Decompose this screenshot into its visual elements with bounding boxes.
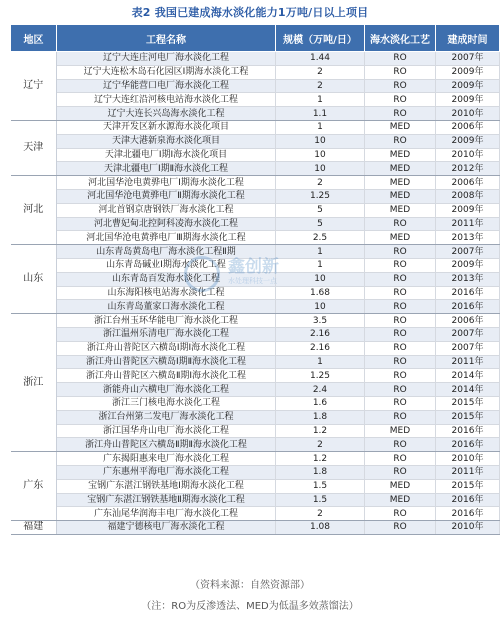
table-row (11, 217, 500, 231)
year-cell: 2016年 (436, 507, 500, 521)
table-row (11, 79, 500, 93)
table-caption: 表2 我国已建成海水淡化能力1万吨/日以上项目 (131, 6, 369, 19)
year-cell: 2009年 (436, 203, 500, 217)
year-cell: 2016年 (436, 286, 500, 300)
year-cell: 2013年 (436, 231, 500, 245)
process-cell: RO (365, 217, 436, 231)
table-row (11, 465, 500, 479)
capacity-cell: 2 (276, 438, 365, 452)
header-project-name: 工程名称 (57, 25, 276, 52)
process-cell: RO (365, 245, 436, 259)
year-cell: 2016年 (436, 424, 500, 438)
region-cell: 河北 (11, 176, 57, 245)
process-cell: MED (365, 162, 436, 176)
year-cell: 2015年 (436, 410, 500, 424)
project-name-cell: 河北首钢京唐钢铁厂海水淡化工程 (57, 203, 276, 217)
table-row (11, 120, 500, 134)
year-cell: 2010年 (436, 521, 500, 535)
header-completion-year: 建成时间 (436, 25, 500, 52)
process-cell: MED (365, 231, 436, 245)
year-cell: 2009年 (436, 79, 500, 93)
project-name-cell: 广东揭阳惠来电厂海水淡化工程 (57, 452, 276, 466)
year-cell: 2011年 (436, 465, 500, 479)
capacity-cell: 10 (276, 272, 365, 286)
project-name-cell: 宝钢广东湛江钢铁基地Ⅰ期海水淡化工程 (57, 479, 276, 493)
project-name-cell: 浙江舟山普陀区六横岛Ⅱ期Ⅱ海水淡化工程 (57, 438, 276, 452)
table-row (11, 341, 500, 355)
table-row (11, 493, 500, 507)
project-name-cell: 河北国华沧电黄骅电厂Ⅰ期海水淡化工程 (57, 176, 276, 190)
project-name-cell: 河北曹妃甸北控阿科凌海水淡化工程 (57, 217, 276, 231)
project-name-cell: 山东青岛黄岛电厂海水淡化工程Ⅱ期 (57, 245, 276, 259)
process-cell: MED (365, 424, 436, 438)
watermark-text: 鑫创新 (228, 257, 279, 277)
project-name-cell: 浙江舟山普陀区六横岛Ⅱ期Ⅰ海水淡化工程 (57, 369, 276, 383)
table-row (11, 410, 500, 424)
process-cell: RO (365, 410, 436, 424)
process-cell: RO (365, 314, 436, 328)
capacity-cell: 1.5 (276, 479, 365, 493)
capacity-cell: 5 (276, 203, 365, 217)
capacity-cell: 1.25 (276, 189, 365, 203)
project-name-cell: 辽宁华能营口电厂海水淡化工程 (57, 79, 276, 93)
table-row (11, 300, 500, 314)
capacity-cell: 1 (276, 120, 365, 134)
year-cell: 2016年 (436, 438, 500, 452)
table-row (11, 327, 500, 341)
table-row (11, 93, 500, 107)
process-cell: RO (365, 107, 436, 121)
project-name-cell: 山东青岛百发海水淡化工程 (57, 272, 276, 286)
process-cell: MED (365, 189, 436, 203)
project-name-cell: 天津北疆电厂Ⅰ期Ⅰ海水淡化项目 (57, 148, 276, 162)
process-cell: RO (365, 258, 436, 272)
process-cell: RO (365, 507, 436, 521)
capacity-cell: 1.2 (276, 424, 365, 438)
capacity-cell: 1 (276, 355, 365, 369)
process-cell: RO (365, 286, 436, 300)
year-cell: 2006年 (436, 120, 500, 134)
year-cell: 2011年 (436, 355, 500, 369)
project-name-cell: 山东青岛碱业Ⅰ期海水淡化工程 (57, 258, 276, 272)
process-cell: RO (365, 465, 436, 479)
process-cell: RO (365, 452, 436, 466)
capacity-cell: 1.08 (276, 521, 365, 535)
table-row (11, 231, 500, 245)
table-row (11, 52, 500, 66)
header-region: 地区 (11, 25, 57, 52)
process-cell: RO (365, 341, 436, 355)
process-cell: RO (365, 52, 436, 66)
process-cell: RO (365, 327, 436, 341)
process-cell: RO (365, 383, 436, 397)
table-row (11, 314, 500, 328)
table-row (11, 272, 500, 286)
capacity-cell: 1 (276, 93, 365, 107)
table-row (11, 245, 500, 259)
table-row (11, 521, 500, 535)
table-row (11, 438, 500, 452)
table-row (11, 65, 500, 79)
project-name-cell: 浙江国华舟山电厂海水淡化工程 (57, 424, 276, 438)
capacity-cell: 2.16 (276, 341, 365, 355)
capacity-cell: 2.16 (276, 327, 365, 341)
process-cell: RO (365, 300, 436, 314)
capacity-cell: 1 (276, 258, 365, 272)
year-cell: 2007年 (436, 245, 500, 259)
project-name-cell: 河北国华沧电黄骅电厂Ⅲ期海水淡化工程 (57, 231, 276, 245)
capacity-cell: 10 (276, 134, 365, 148)
year-cell: 2006年 (436, 314, 500, 328)
process-cell: RO (365, 65, 436, 79)
project-name-cell: 福建宁德核电厂海水淡化工程 (57, 521, 276, 535)
table-row (11, 258, 500, 272)
year-cell: 2014年 (436, 383, 500, 397)
year-cell: 2016年 (436, 493, 500, 507)
process-cell: MED (365, 148, 436, 162)
header-process: 海水淡化工艺 (365, 25, 436, 52)
capacity-cell: 3.5 (276, 314, 365, 328)
table-row (11, 452, 500, 466)
process-cell: MED (365, 203, 436, 217)
process-cell: MED (365, 120, 436, 134)
capacity-cell: 2 (276, 176, 365, 190)
capacity-cell: 10 (276, 162, 365, 176)
header-capacity: 规模（万吨/日） (276, 25, 365, 52)
project-name-cell: 辽宁大连红沿河核电站海水淡化工程 (57, 93, 276, 107)
year-cell: 2009年 (436, 65, 500, 79)
table-row (11, 286, 500, 300)
table-row (11, 134, 500, 148)
year-cell: 2009年 (436, 258, 500, 272)
process-cell: RO (365, 272, 436, 286)
year-cell: 2011年 (436, 217, 500, 231)
year-cell: 2012年 (436, 162, 500, 176)
table-row (11, 203, 500, 217)
year-cell: 2014年 (436, 369, 500, 383)
capacity-cell: 1.6 (276, 396, 365, 410)
project-name-cell: 天津开发区新水源海水淡化项目 (57, 120, 276, 134)
year-cell: 2007年 (436, 341, 500, 355)
project-name-cell: 浙江舟山普陀区六横岛Ⅰ期Ⅰ海水淡化工程 (57, 341, 276, 355)
process-cell: MED (365, 479, 436, 493)
project-name-cell: 浙江三门核电海水淡化工程 (57, 396, 276, 410)
year-cell: 2013年 (436, 272, 500, 286)
capacity-cell: 2.4 (276, 383, 365, 397)
region-cell: 天津 (11, 120, 57, 175)
table-row (11, 424, 500, 438)
table-header-row (11, 25, 500, 52)
region-cell: 山东 (11, 245, 57, 314)
capacity-cell: 10 (276, 300, 365, 314)
process-cell: MED (365, 493, 436, 507)
capacity-cell: 1.1 (276, 107, 365, 121)
region-cell: 广东 (11, 452, 57, 521)
year-cell: 2016年 (436, 300, 500, 314)
year-cell: 2009年 (436, 93, 500, 107)
process-cell: RO (365, 369, 436, 383)
year-cell: 2009年 (436, 134, 500, 148)
capacity-cell: 1.5 (276, 493, 365, 507)
table-row (11, 148, 500, 162)
project-name-cell: 河北国华沧电黄骅电厂Ⅱ期海水淡化工程 (57, 189, 276, 203)
year-cell: 2015年 (436, 396, 500, 410)
year-cell: 2010年 (436, 452, 500, 466)
process-cell: RO (365, 93, 436, 107)
capacity-cell: 2 (276, 65, 365, 79)
year-cell: 2006年 (436, 176, 500, 190)
region-cell: 辽宁 (11, 52, 57, 121)
region-cell: 福建 (11, 521, 57, 535)
project-name-cell: 浙江温州乐清电厂海水淡化工程 (57, 327, 276, 341)
table-row (11, 396, 500, 410)
table-row (11, 176, 500, 190)
table-row (11, 189, 500, 203)
project-name-cell: 辽宁大连长兴岛海水淡化工程 (57, 107, 276, 121)
project-name-cell: 广东汕尾华润海丰电厂海水淡化工程 (57, 507, 276, 521)
table-row (11, 383, 500, 397)
process-cell: RO (365, 134, 436, 148)
table-row (11, 355, 500, 369)
table-row (11, 507, 500, 521)
project-name-cell: 浙江台州玉环华能电厂海水淡化工程 (57, 314, 276, 328)
capacity-cell: 10 (276, 148, 365, 162)
project-name-cell: 天津大港新泉海水淡化项目 (57, 134, 276, 148)
process-cell: RO (365, 396, 436, 410)
year-cell: 2008年 (436, 189, 500, 203)
capacity-cell: 1.44 (276, 52, 365, 66)
capacity-cell: 1 (276, 245, 365, 259)
capacity-cell: 1.68 (276, 286, 365, 300)
watermark-subtext: 水处理科技一点 (228, 277, 277, 285)
capacity-cell: 1.8 (276, 465, 365, 479)
year-cell: 2007年 (436, 327, 500, 341)
project-name-cell: 宝钢广东湛江钢铁基地Ⅱ期海水淡化工程 (57, 493, 276, 507)
source-note: （资料来源：自然资源部） (190, 580, 310, 591)
project-name-cell: 天津北疆电厂Ⅰ期Ⅱ海水淡化工程 (57, 162, 276, 176)
project-name-cell: 浙江台州第二发电厂海水淡化工程 (57, 410, 276, 424)
capacity-cell: 1.25 (276, 369, 365, 383)
project-name-cell: 浙能舟山六横电厂海水淡化工程 (57, 383, 276, 397)
table-row (11, 162, 500, 176)
process-cell: RO (365, 438, 436, 452)
project-name-cell: 辽宁大连松木岛石化园区Ⅰ期海水淡化工程 (57, 65, 276, 79)
table-body (11, 52, 500, 535)
capacity-cell: 5 (276, 217, 365, 231)
table-row (11, 107, 500, 121)
region-cell: 浙江 (11, 314, 57, 452)
capacity-cell: 2 (276, 507, 365, 521)
capacity-cell: 2.5 (276, 231, 365, 245)
process-cell: MED (365, 176, 436, 190)
project-name-cell: 广东惠州平海电厂海水淡化工程 (57, 465, 276, 479)
year-cell: 2007年 (436, 52, 500, 66)
table-row (11, 369, 500, 383)
desalination-projects-table (10, 24, 500, 535)
table-row (11, 479, 500, 493)
capacity-cell: 1.2 (276, 452, 365, 466)
year-cell: 2010年 (436, 107, 500, 121)
capacity-cell: 2 (276, 79, 365, 93)
project-name-cell: 山东青岛董家口海水淡化工程 (57, 300, 276, 314)
process-cell: RO (365, 79, 436, 93)
project-name-cell: 浙江舟山普陀区六横岛Ⅰ期Ⅱ海水淡化工程 (57, 355, 276, 369)
process-cell: RO (365, 521, 436, 535)
process-cell: RO (365, 355, 436, 369)
project-name-cell: 辽宁大连庄河电厂海水淡化工程 (57, 52, 276, 66)
year-cell: 2015年 (436, 479, 500, 493)
project-name-cell: 山东海阳核电站海水淡化工程 (57, 286, 276, 300)
footnote: （注：RO为反渗透法、MED为低温多效蒸馏法） (141, 601, 359, 612)
capacity-cell: 1.8 (276, 410, 365, 424)
year-cell: 2010年 (436, 148, 500, 162)
